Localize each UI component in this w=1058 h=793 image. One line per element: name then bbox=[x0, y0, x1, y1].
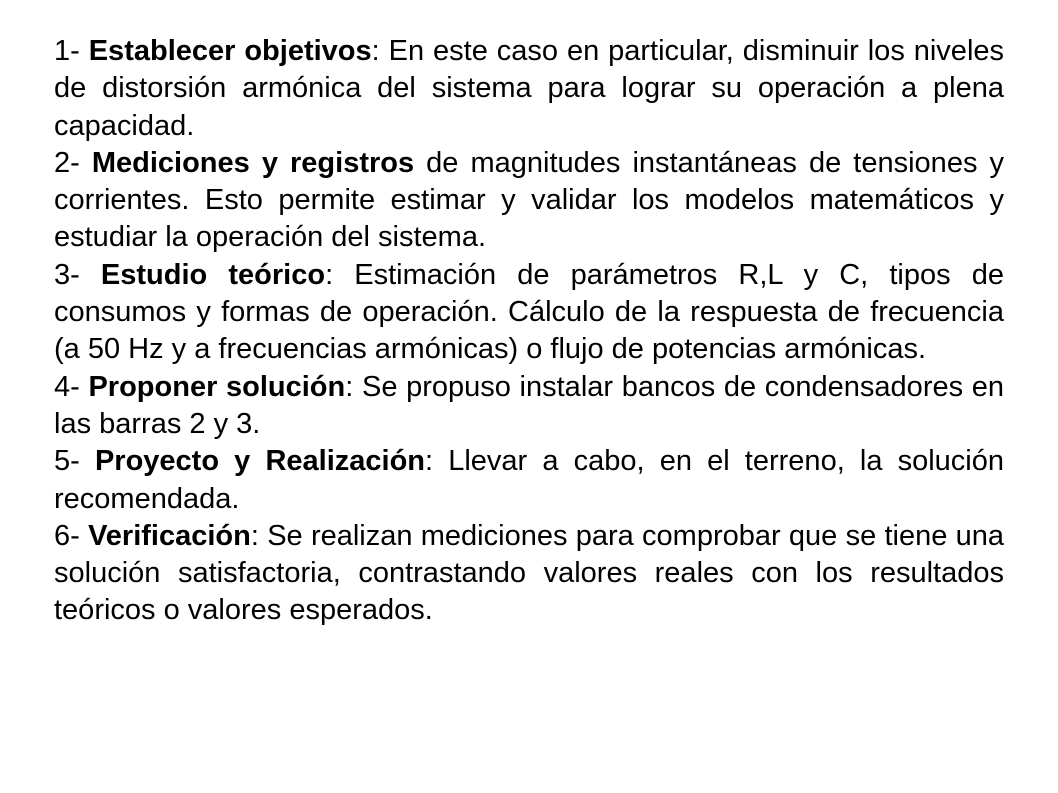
step-title: Verificación bbox=[88, 519, 251, 552]
step-text: Estimación de parámetros R,L y C, tipos de consumos y formas de operación. Cálculo de la respuesta de frecuencia (a 50 Hz y a frecuencias armónicas) o flujo de potencias armónicas. bbox=[54, 258, 1005, 366]
step-title: Proponer solución bbox=[88, 370, 346, 403]
step-5 bbox=[54, 443, 1004, 518]
step-4 bbox=[54, 369, 1004, 444]
steps-list bbox=[54, 33, 1004, 630]
step-separator: : bbox=[325, 258, 334, 291]
step-text: Se realizan mediciones para comprobar que se tiene una solución satisfactoria, contrastando valores reales con los resultados teóricos o valores esperados. bbox=[54, 519, 1005, 627]
step-number: 6- bbox=[54, 519, 89, 552]
step-separator: : bbox=[250, 519, 259, 552]
step-title: Mediciones y registros bbox=[91, 146, 415, 179]
step-number: 3- bbox=[54, 258, 101, 291]
step-title: Estudio teórico bbox=[100, 258, 326, 291]
step-title: Proyecto y Realización bbox=[94, 445, 426, 478]
step-text: Llevar a cabo, en el terreno, la solución recomendada. bbox=[54, 445, 1005, 515]
step-6 bbox=[54, 518, 1004, 630]
step-title: Establecer objetivos bbox=[88, 35, 372, 67]
step-1 bbox=[54, 33, 1004, 145]
step-3 bbox=[54, 257, 1004, 369]
step-separator: : bbox=[371, 35, 380, 67]
step-text: de magnitudes instantáneas de tensiones y corrientes. Esto permite estimar y validar los modelos matemáticos y estudiar la operación del sistema. bbox=[54, 146, 1004, 254]
step-number: 4- bbox=[54, 370, 89, 403]
step-separator: : bbox=[345, 370, 354, 403]
step-text: En este caso en particular, disminuir los niveles de distorsión armónica del sistema para lograr su operación a plena capacidad. bbox=[54, 35, 1005, 142]
step-2 bbox=[54, 145, 1004, 257]
step-number: 2- bbox=[54, 146, 92, 179]
step-separator: : bbox=[425, 445, 434, 478]
step-number: 1- bbox=[54, 35, 89, 67]
step-text: Se propuso instalar bancos de condensadores en las barras 2 y 3. bbox=[54, 370, 1005, 440]
step-number: 5- bbox=[54, 445, 95, 478]
